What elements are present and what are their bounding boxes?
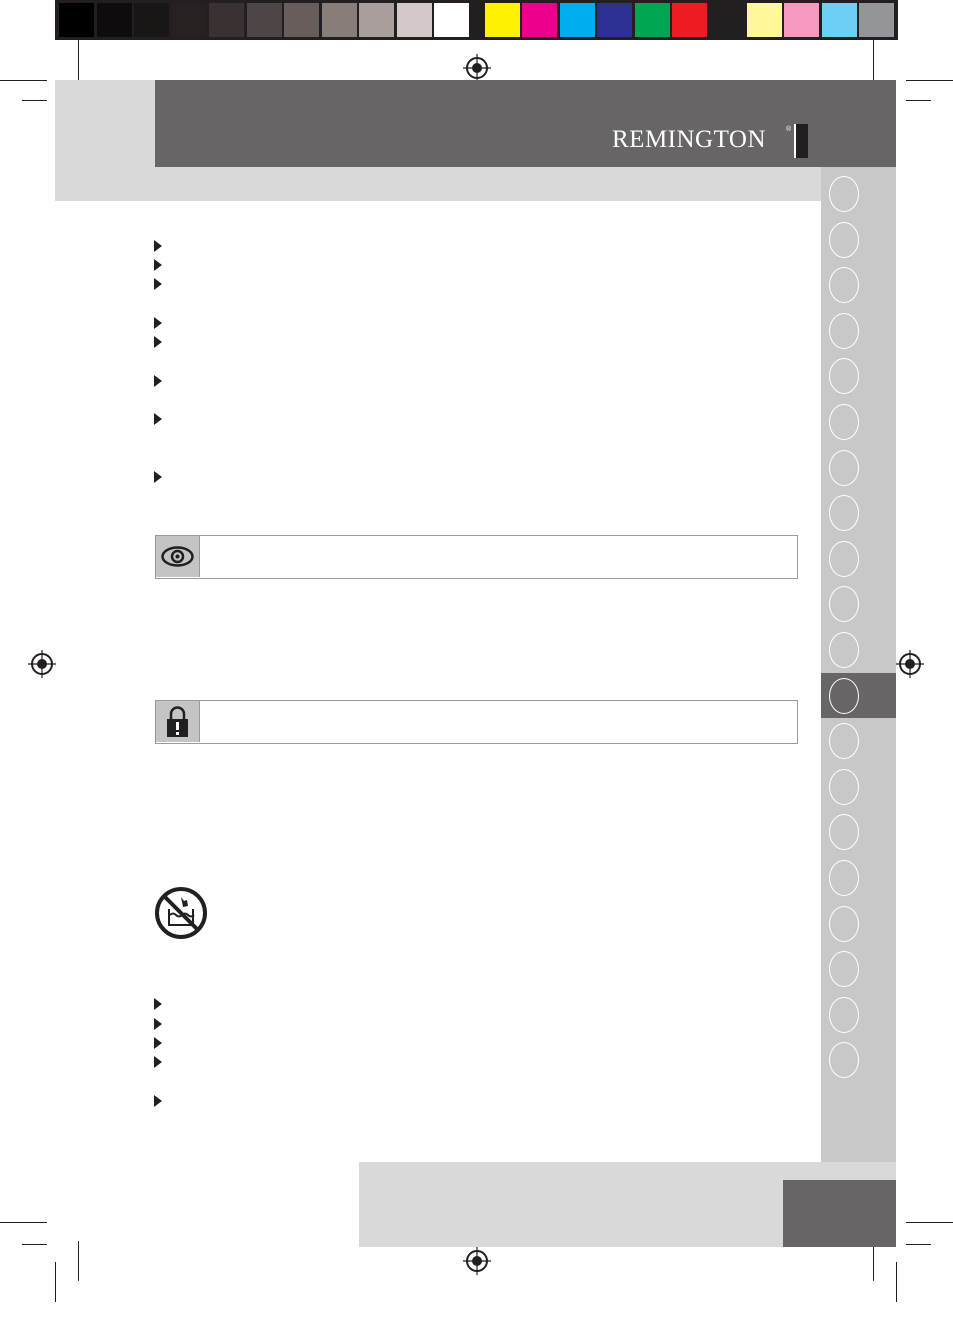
language-tab[interactable]	[829, 632, 859, 668]
bullet-marker	[154, 336, 162, 348]
grayscale-swatch	[209, 3, 244, 37]
grayscale-swatch	[172, 3, 207, 37]
footer-page-number-box	[783, 1180, 896, 1247]
process-color-swatch	[672, 3, 707, 37]
process-color-swatch	[784, 3, 819, 37]
process-color-swatch	[859, 3, 894, 37]
process-color-swatch	[485, 3, 520, 37]
process-color-swatch	[635, 3, 670, 37]
brand-name: REMINGTON	[612, 126, 767, 153]
bullet-marker	[154, 998, 162, 1010]
registration-mark-bottom-icon	[463, 1247, 491, 1275]
no-water-immersion-icon	[153, 885, 209, 941]
bullet-marker	[154, 240, 162, 252]
bullet-marker	[154, 1095, 162, 1107]
language-tab[interactable]	[829, 222, 859, 258]
grayscale-swatch	[359, 3, 394, 37]
bullet-marker	[154, 278, 162, 290]
language-tab[interactable]	[829, 997, 859, 1033]
process-color-swatch	[597, 3, 632, 37]
process-color-swatch	[522, 3, 557, 37]
grayscale-swatch	[97, 3, 132, 37]
notice-box-lock	[155, 700, 798, 744]
language-tab[interactable]	[829, 906, 859, 942]
trademark-symbol: ®	[786, 126, 792, 133]
language-tab[interactable]	[829, 267, 859, 303]
language-tab[interactable]	[829, 495, 859, 531]
registration-mark-top-icon	[463, 54, 491, 82]
registration-mark-right-icon	[896, 650, 924, 678]
grayscale-swatch	[397, 3, 432, 37]
grayscale-swatch	[434, 3, 469, 37]
language-tab[interactable]	[829, 404, 859, 440]
bullet-marker	[154, 1037, 162, 1049]
bullet-marker	[154, 375, 162, 387]
grayscale-swatch	[322, 3, 357, 37]
process-color-swatch	[822, 3, 857, 37]
notice-box-eye	[155, 535, 798, 579]
bullet-marker	[154, 1056, 162, 1068]
language-tab[interactable]	[829, 723, 859, 759]
grayscale-swatch	[247, 3, 282, 37]
process-color-swatch	[709, 3, 744, 37]
bullet-marker	[154, 413, 162, 425]
language-tab[interactable]	[829, 860, 859, 896]
language-tab[interactable]	[829, 769, 859, 805]
grayscale-swatch	[284, 3, 319, 37]
eye-icon	[156, 536, 199, 577]
language-tab-active[interactable]	[829, 678, 859, 714]
bullet-marker	[154, 317, 162, 329]
process-color-swatch	[560, 3, 595, 37]
registration-mark-left-icon	[28, 650, 56, 678]
language-tab[interactable]	[829, 951, 859, 987]
grayscale-swatch	[134, 3, 169, 37]
brand-logo	[612, 124, 812, 160]
bullet-marker	[154, 1018, 162, 1030]
process-color-swatch	[747, 3, 782, 37]
bullet-marker	[154, 259, 162, 271]
grayscale-swatch	[59, 3, 94, 37]
language-tab[interactable]	[829, 313, 859, 349]
bullet-marker	[154, 471, 162, 483]
brand-logo-bar	[794, 124, 808, 158]
language-tab[interactable]	[829, 176, 859, 212]
language-tab[interactable]	[829, 541, 859, 577]
padlock-warning-icon	[156, 701, 199, 742]
language-tab[interactable]	[829, 450, 859, 486]
